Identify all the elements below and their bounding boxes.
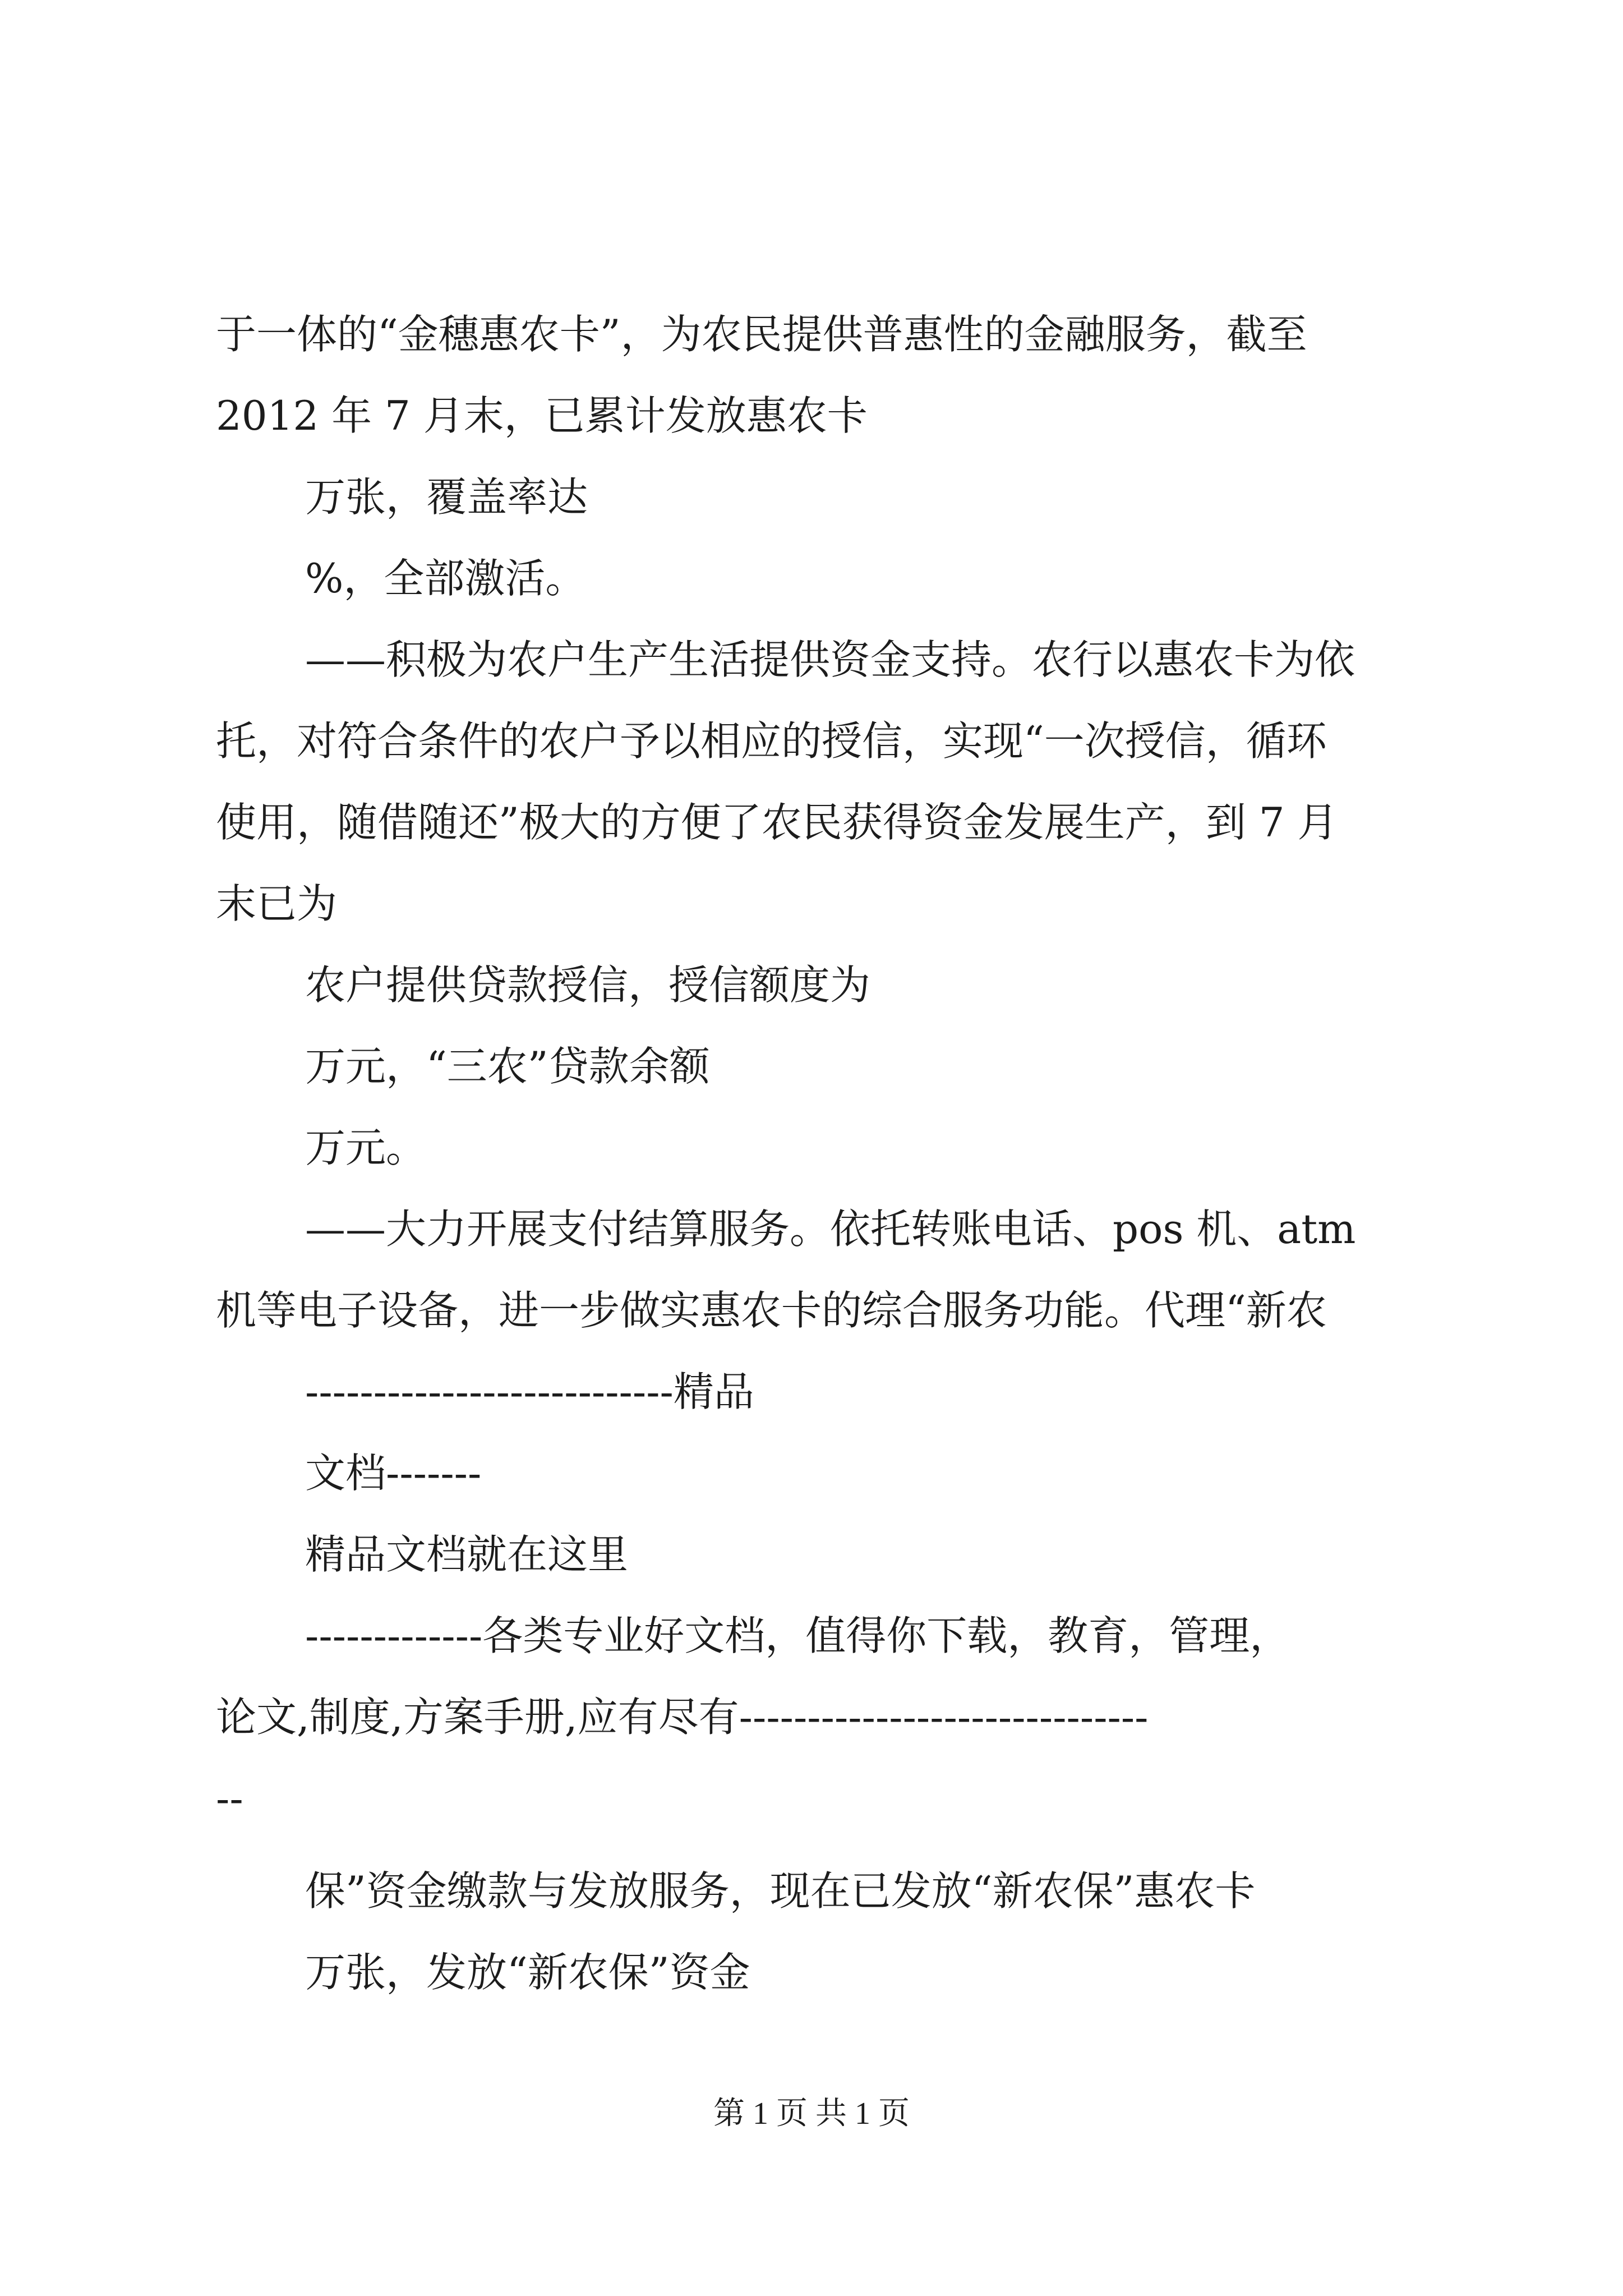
text-line: 于一体的“金穗惠农卡”，为农民提供普惠性的金融服务，截至 (216, 311, 1307, 358)
page-number-footer: 第 1 页 共 1 页 (713, 2096, 910, 2131)
text-line: 论文,制度,方案手册,应有尽有------------------------------ (216, 1694, 1149, 1741)
text-line: -- (216, 1775, 243, 1822)
text-line: 万张，发放“新农保”资金 (305, 1949, 750, 1996)
text-line: 农户提供贷款授信，授信额度为 (305, 961, 871, 1009)
text-line: 机等电子设备，进一步做实惠农卡的综合服务功能。代理“新农 (216, 1287, 1327, 1334)
text-line: 使用，随借随还”极大的方便了农民获得资金发展生产，到 7 月 (216, 799, 1338, 846)
text-line: 万元。 (305, 1124, 427, 1171)
text-line: 文档------- (305, 1450, 482, 1497)
text-line: 保”资金缴款与发放服务，现在已发放“新农保”惠农卡 (305, 1867, 1256, 1915)
text-line: %，全部激活。 (305, 555, 586, 602)
text-line: 托，对符合条件的农户予以相应的授信，实现“一次授信，循环 (216, 717, 1327, 765)
text-line: 万元，“三农”贷款余额 (305, 1043, 710, 1090)
text-line: 万张，覆盖率达 (305, 473, 588, 521)
text-line: 末已为 (216, 880, 338, 927)
text-line: 2012 年 7 月末，已累计发放惠农卡 (216, 392, 868, 439)
text-line: 精品文档就在这里 (305, 1531, 629, 1578)
text-line: ---------------------------精品 (305, 1368, 754, 1415)
text-line: ——积极为农户生产生活提供资金支持。农行以惠农卡为依 (305, 636, 1355, 683)
text-line: ——大力开展支付结算服务。依托转账电话、pos 机、atm (305, 1205, 1356, 1253)
text-line: -------------各类专业好文档，值得你下载，教育，管理， (305, 1612, 1290, 1659)
